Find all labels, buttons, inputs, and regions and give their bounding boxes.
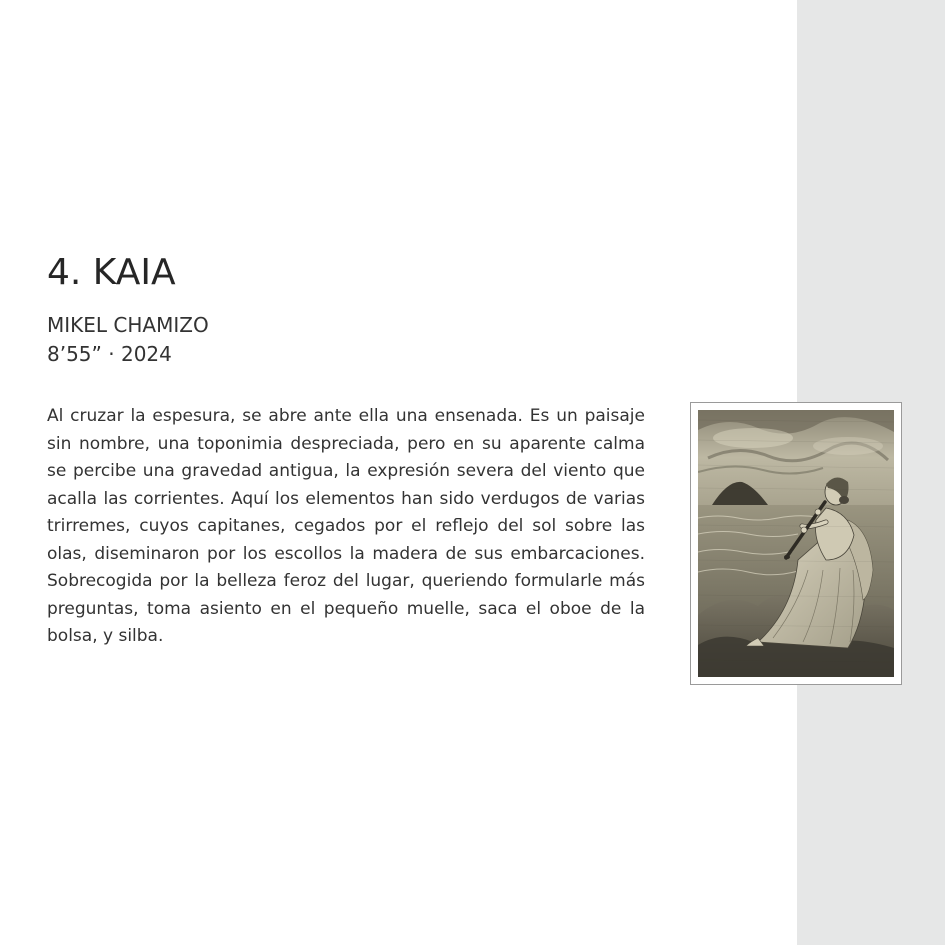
duration-year: 8’55” · 2024 [47, 342, 172, 366]
artwork-frame [690, 402, 902, 685]
piece-meta [47, 311, 209, 369]
piece-description: Al cruzar la espesura, se abre ante ella una ensenada. Es un paisaje sin nombre, una toponimia despreciada, pero en su aparente calma se percibe una gravedad antigua, la expresión severa del viento que acalla las corrientes. Aquí los elementos han sido verdugos de varias trirremes, cuyos capitanes, cegados por el reflejo del sol sobre las olas, diseminaron por los escollos la madera de sus embarcaciones. Sobrecogida por la belleza feroz del lugar, queriendo formularle más preguntas, toma asiento en el pequeño muelle, saca el oboe de la bolsa, y silba. [47, 406, 645, 646]
illustration-oboe-player-by-sea [698, 410, 894, 677]
composer-name: MIKEL CHAMIZO [47, 313, 209, 337]
piece-title: 4. KAIA [47, 252, 176, 293]
